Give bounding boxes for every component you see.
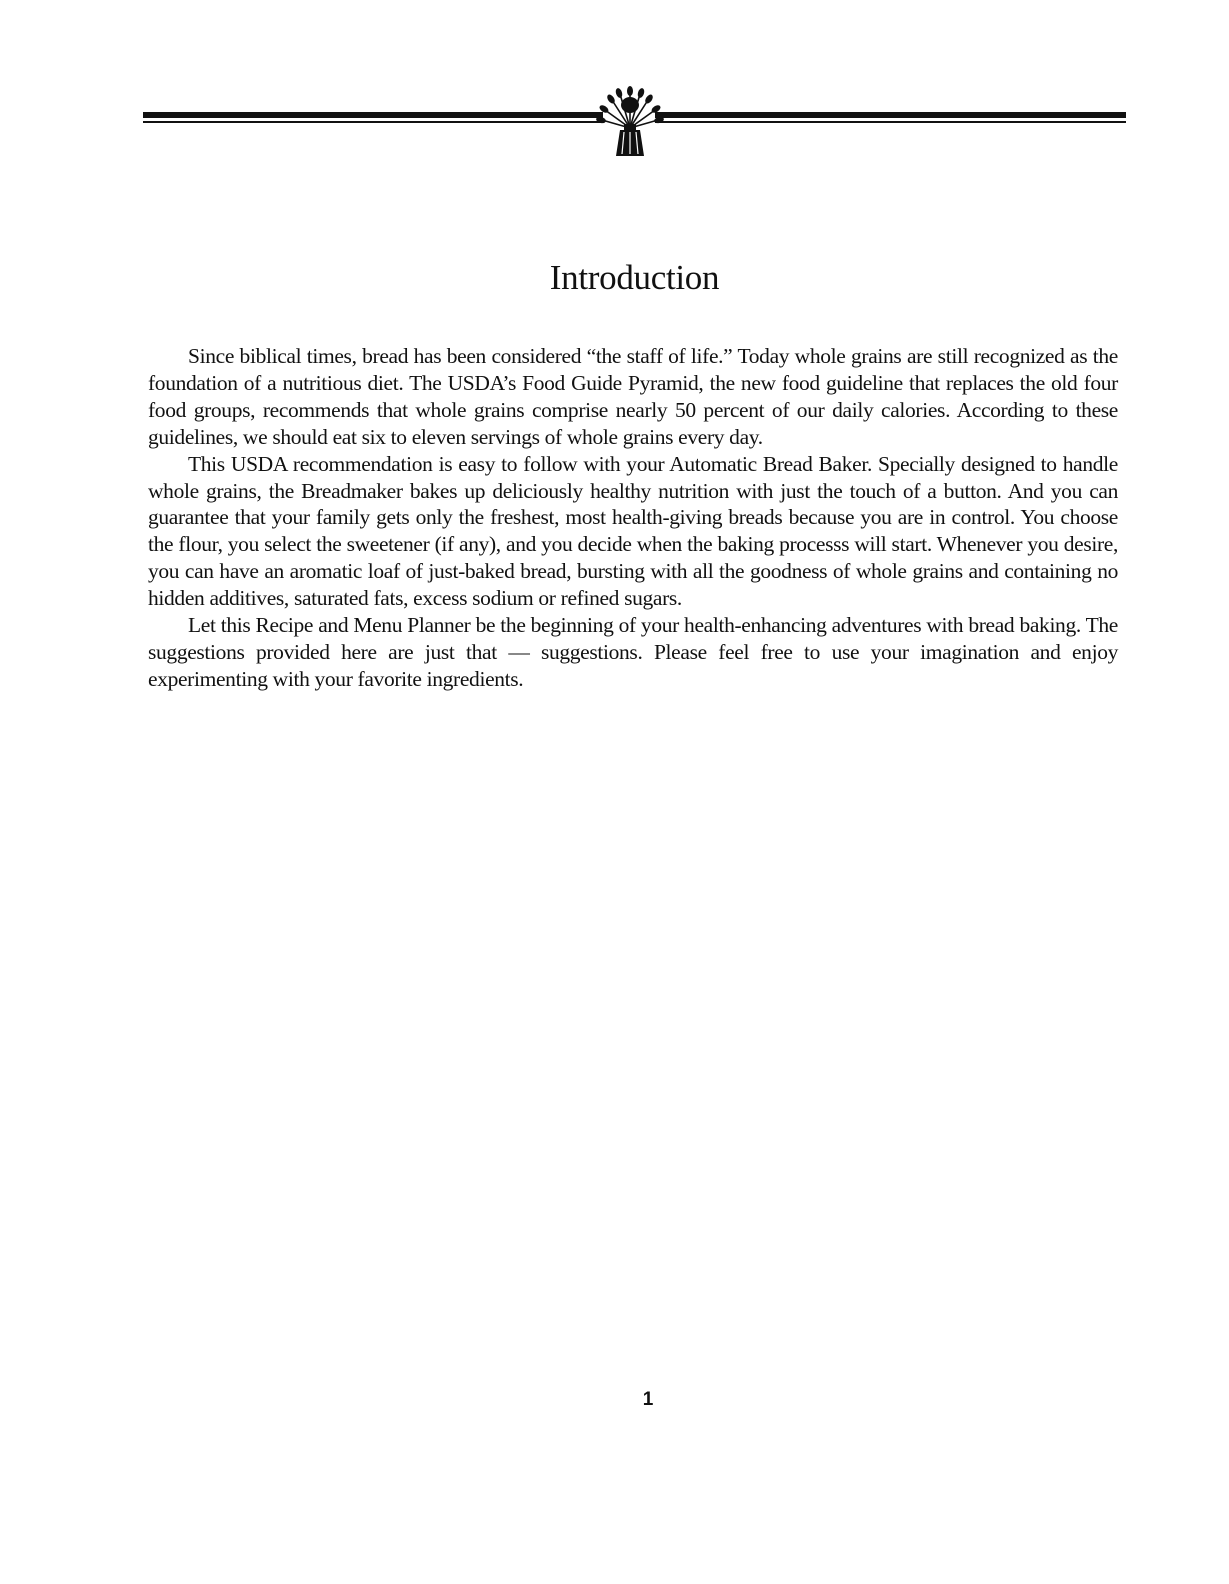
page-number: 1 xyxy=(642,1389,654,1410)
page-title: Introduction xyxy=(549,258,720,297)
wheat-sheaf-icon xyxy=(590,80,670,160)
paragraph: Let this Recipe and Menu Planner be the beginning of your health-enhancing adventures with bread baking. The suggestions provided here are just that — suggestions. Please feel free to use your imagination and enjoy experimenting with your favorite ingredients. xyxy=(148,613,1118,691)
paragraph: Since biblical times, bread has been considered “the staff of life.” Today whole grains are still recognized as the foundation of a nutritious diet. The USDA’s Food Guide Pyramid, the new food guideline that replaces the old four food groups, recommends that whole grains comprise nearly 50 percent of our daily calories. According to these guidelines, we should eat six to eleven servings of whole grains every day. xyxy=(148,344,1118,449)
paragraph: This USDA recommendation is easy to follow with your Automatic Bread Baker. Specially designed to handle whole grains, the Breadmaker bakes up deliciously healthy nutrition with just the touch of a button. And you can guarantee that your family gets only the freshest, most health-giving breads because you are in control. You choose the flour, you select the sweetener (if any), and you decide when the baking processs will start. Whenever you desire, you can have an aromatic loaf of just-baked bread, bursting with all the goodness of whole grains and containing no hidden additives, saturated fats, excess sodium or refined sugars. xyxy=(148,451,1118,611)
body-text xyxy=(148,343,1118,693)
header-rule-right xyxy=(655,112,1126,126)
header-rule-left xyxy=(143,112,603,126)
